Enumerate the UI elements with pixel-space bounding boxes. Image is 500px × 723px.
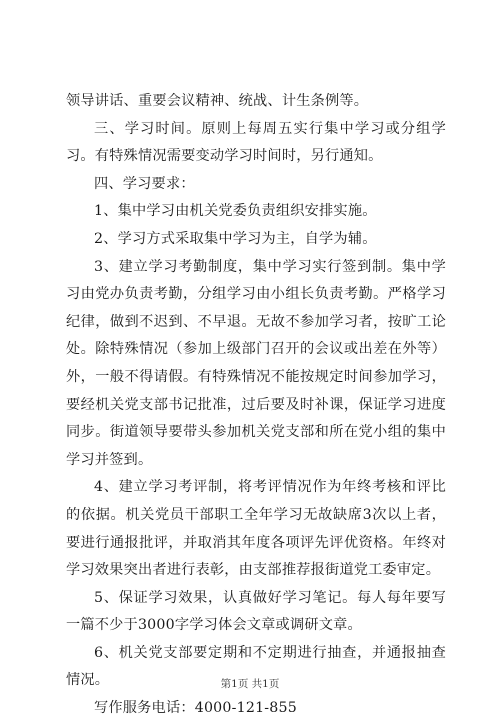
paragraph-requirement-3: 3、建立学习考勤制度，集中学习实行签到制。集中学习由党办负责考勤，分组学习由小组长负责考勤。严格学习纪律，做到不迟到、不早退。无故不参加学习者，按旷工论处。除特殊情况（参加上级部门召开的会议或出差在外等）外，一般不得请假。有特殊情况不能按规定时间参加学习，要经机关党支部书记批准，过后要及时补课，保证学习进度同步。街道领导要带头参加机关党支部和所在党小组的集中学习并签到。 — [66, 258, 446, 468]
paragraph-requirement-5: 5、保证学习效果，认真做好学习笔记。每人每年要写一篇不少于3000字学习体会文章或调研文章。 — [66, 589, 446, 634]
paragraph-study-content-end: 领导讲话、重要会议精神、统战、计生条例等。 — [66, 93, 369, 109]
paragraph-study-time: 三、学习时间。原则上每周五实行集中学习或分组学习。有特殊情况需要变动学习时间时，另行通知。 — [66, 120, 446, 165]
paragraph-requirement-6: 6、机关党支部要定期和不定期进行抽查，并通报抽查情况。 — [66, 644, 446, 689]
paragraph-service-phone: 写作服务电话：4000-121-855 — [94, 700, 297, 717]
page-footer: 第1页 共1页 — [220, 678, 280, 690]
paragraph-requirement-1: 1、集中学习由机关党委负责组织安排实施。 — [94, 203, 377, 220]
paragraph-requirement-4: 4、建立学习考评制，将考评情况作为年终考核和评比的依据。机关党员干部职工全年学习无故缺席3次以上者，要进行通报批评，并取消其年度各项评先评优资格。年终对学习效果突出者进行表彰，由支部推荐报街道党工委审定。 — [66, 479, 446, 579]
heading-study-requirements: 四、学习要求： — [94, 175, 195, 192]
document-body — [66, 88, 446, 723]
paragraph-requirement-2: 2、学习方式采取集中学习为主，自学为辅。 — [94, 230, 377, 247]
